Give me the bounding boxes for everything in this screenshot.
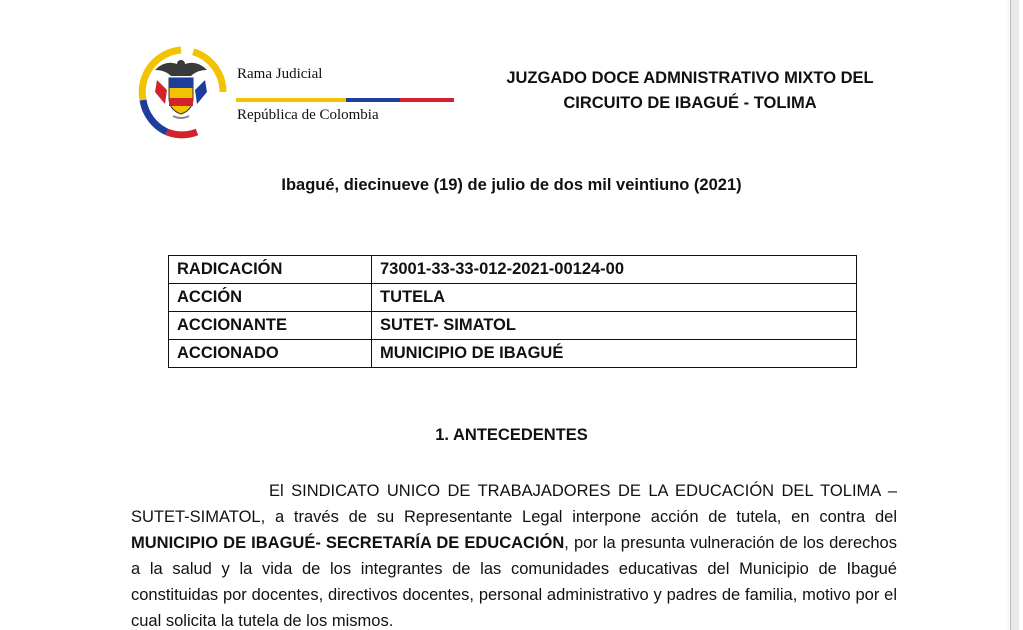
page-edge: [1010, 0, 1019, 630]
table-row: [169, 340, 857, 368]
coat-of-arms-icon: [137, 40, 227, 140]
section-title: 1. ANTECEDENTES: [435, 426, 588, 444]
paragraph-text-1: El SINDICATO UNICO DE TRABAJADORES DE LA EDUCACIÓN DEL TOLIMA – SUTET-SIMATOL, a través de su Representante Legal interpone acción de tutela, en contra del: [131, 482, 897, 526]
rule-yellow: [236, 98, 346, 102]
row-label: RADICACIÓN: [169, 256, 372, 284]
date-line: Ibagué, diecinueve (19) de julio de dos mil veintiuno (2021): [281, 176, 742, 194]
institution-name: Rama Judicial: [237, 66, 323, 82]
paragraph-bold-text: MUNICIPIO DE IBAGUÉ- SECRETARÍA DE EDUCACIÓN: [131, 534, 565, 552]
row-value: TUTELA: [372, 284, 857, 312]
body-paragraph: [131, 478, 897, 630]
row-label: ACCIONADO: [169, 340, 372, 368]
rule-red: [400, 98, 454, 102]
court-header-line2: CIRCUITO DE IBAGUÉ - TOLIMA: [563, 94, 817, 112]
row-value: 73001-33-33-012-2021-00124-00: [372, 256, 857, 284]
court-header-line1: JUZGADO DOCE ADMNISTRATIVO MIXTO DEL: [506, 69, 874, 87]
row-label: ACCIONANTE: [169, 312, 372, 340]
table-row: [169, 312, 857, 340]
row-label: ACCIÓN: [169, 284, 372, 312]
paragraph-text-2: , por la presunta vulneración de los derechos a la salud y la vida de los integrantes de las comunidades educativas del Municipio de Ibagué constituidas por docentes, directivos docentes, personal administrativo y padres de familia, motivo por el cual solicita la tutela de los mismos.: [131, 534, 897, 630]
table-row: [169, 284, 857, 312]
row-value: SUTET- SIMATOL: [372, 312, 857, 340]
row-value: MUNICIPIO DE IBAGUÉ: [372, 340, 857, 368]
table-row: [169, 256, 857, 284]
rule-blue: [346, 98, 400, 102]
case-info-table: [168, 255, 857, 368]
court-header: [480, 66, 900, 116]
tricolor-rule: [236, 98, 454, 102]
country-name: República de Colombia: [237, 107, 379, 123]
